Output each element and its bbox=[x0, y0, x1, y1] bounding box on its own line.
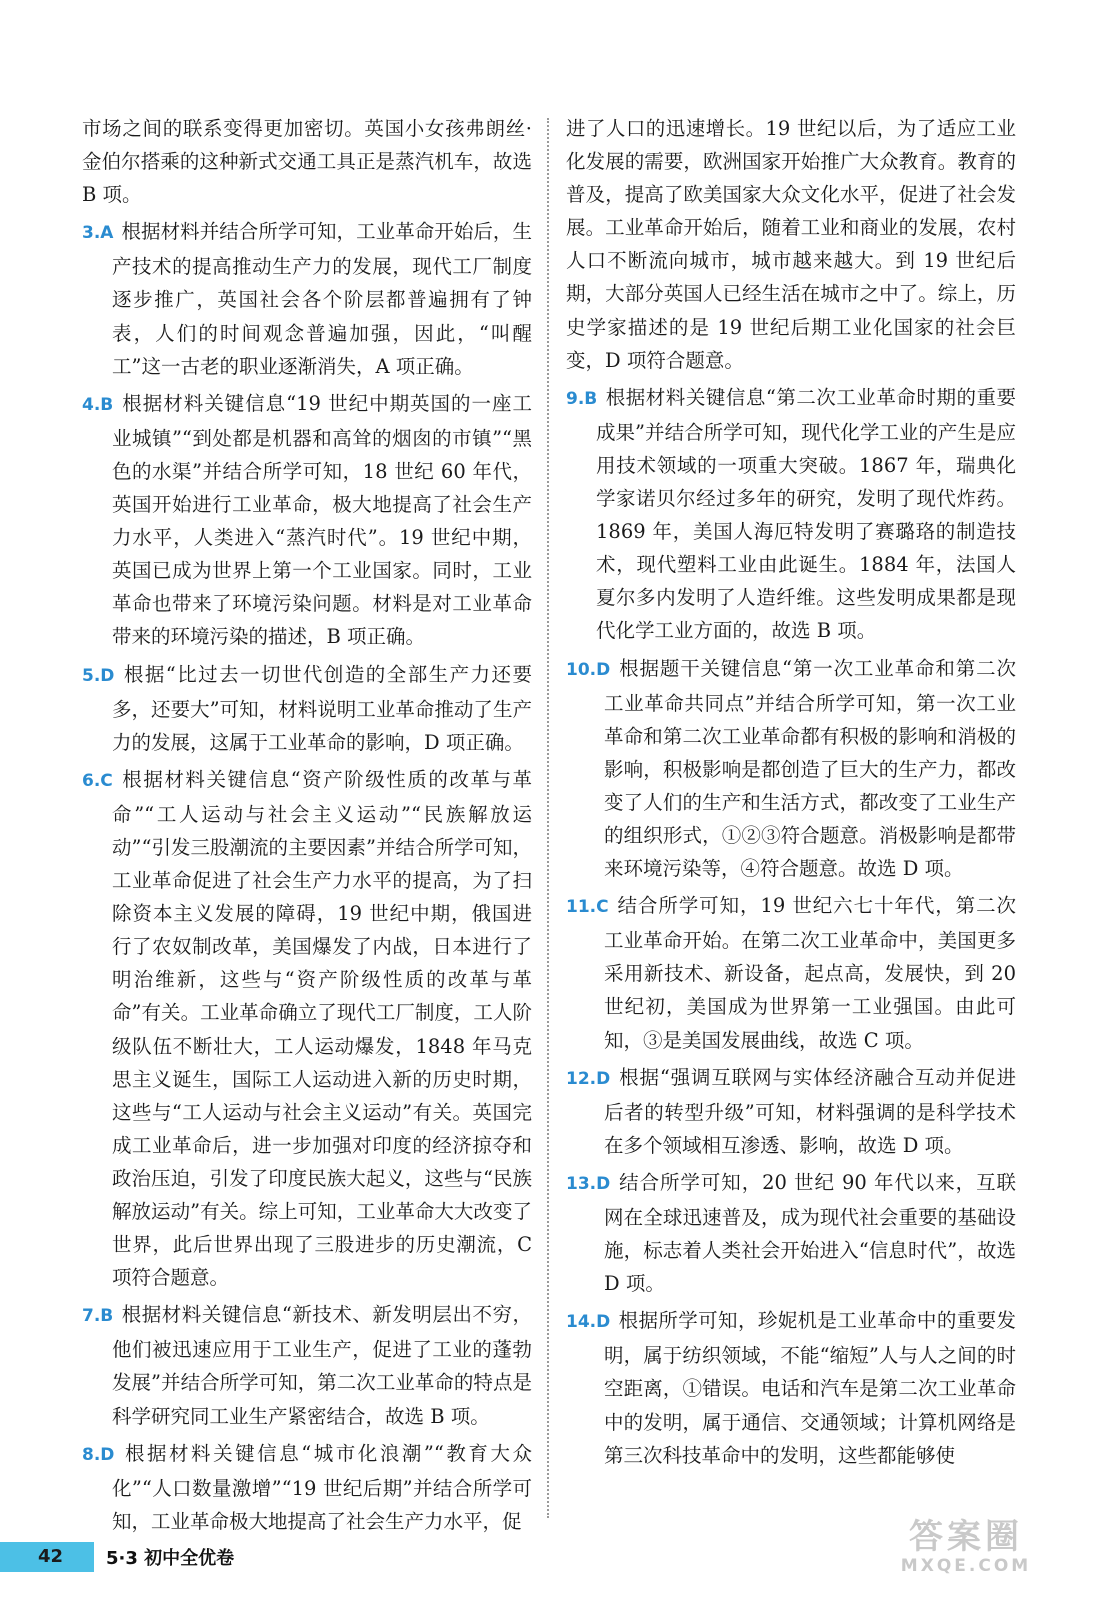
answer-item bbox=[82, 215, 532, 382]
answer-text: 根据“强调互联网与实体经济融合互动并促进后者的转型升级”可知，材料强调的是科学技术在多个领域相互渗透、影响，故选 D 项。 bbox=[604, 1065, 1016, 1157]
answer-number: 11.C bbox=[566, 897, 609, 918]
answer-text: 市场之间的联系变得更加密切。英国小女孩弗朗丝·金伯尔搭乘的这种新式交通工具正是蒸汽机车，故选 B 项。 bbox=[82, 117, 532, 207]
answer-item bbox=[82, 387, 532, 654]
answer-continuation bbox=[82, 112, 532, 211]
answer-number: 13.D bbox=[566, 1173, 611, 1194]
answer-text: 根据材料关键信息“第二次工业革命时期的重要成果”并结合所学可知，现代化学工业的产生是应用技术领域的一项重大突破。1867 年，瑞典化学家诺贝尔经过多年的研究，发明了现代炸药。1869 年，美国人海厄特发明了赛璐珞的制造技术，现代塑料工业由此诞生。1884 年，法国人夏尔多内发明了人造纤维。这些发明成果都是现代化学工业方面的，故选 B 项。 bbox=[596, 385, 1016, 643]
answer-text: 根据“比过去一切世代创造的全部生产力还要多，还要大”可知，材料说明工业革命推动了生产力的发展，这属于工业革命的影响，D 项正确。 bbox=[112, 662, 532, 754]
watermark-logo-text: 答案圈 bbox=[909, 1517, 1023, 1557]
right-column bbox=[566, 112, 1016, 1476]
answer-number: 4.B bbox=[82, 394, 114, 415]
answer-item bbox=[566, 1061, 1016, 1162]
answer-number: 8.D bbox=[82, 1444, 115, 1465]
answer-item bbox=[82, 658, 532, 759]
answer-item bbox=[82, 1437, 532, 1538]
page-footer bbox=[0, 1542, 234, 1572]
answer-number: 12.D bbox=[566, 1068, 611, 1089]
answer-text: 根据材料关键信息“新技术、新发明层出不穷，他们被迅速应用于工业生产，促进了工业的蓬勃发展”并结合所学可知，第二次工业革命的特点是科学研究同工业生产紧密结合，故选 B 项。 bbox=[112, 1303, 532, 1428]
answer-text: 根据题干关键信息“第一次工业革命和第二次工业革命共同点”并结合所学可知，第一次工业革命和第二次工业革命都有积极的影响和消极的影响，积极影响是都创造了巨大的生产力，都改变了人们的生产和生活方式，都改变了工业生产的组织形式，①②③符合题意。消极影响是都带来环境污染等，④符合题意。故选 D 项。 bbox=[604, 656, 1016, 881]
left-column bbox=[82, 112, 532, 1542]
answer-text: 根据材料关键信息“资产阶级性质的改革与革命”“工人运动与社会主义运动”“民族解放运动”“引发三股潮流的主要因素”并结合所学可知，工业革命促进了社会生产力水平的提高，为了扫除资本主义发展的障碍，19 世纪中期，俄国进行了农奴制改革，美国爆发了内战，日本进行了明治维新，这些与“资产阶级性质的改革与革命”有关。工业革命确立了现代工厂制度，工人阶级队伍不断壮大，工人运动爆发，1848 年马克思主义诞生，国际工人运动进入新的历史时期，这些与“工人运动与社会主义运动”有关。英国完成工业革命后，进一步加强对印度的经济掠夺和政治压迫，引发了印度民族大起义，这些与“民族解放运动”有关。综上可知，工业革命大大改变了世界，此后世界出现了三股进步的历史潮流，C 项符合题意。 bbox=[112, 767, 532, 1290]
answer-item bbox=[566, 381, 1016, 648]
answer-text: 根据所学可知，珍妮机是工业革命中的重要发明，属于纺织领域，不能“缩短”人与人之间的时空距离，①错误。电话和汽车是第二次工业革命中的发明，属于通信、交通领域；计算机网络是第三次科技革命中的发明，这些都能够使 bbox=[604, 1309, 1016, 1467]
answer-item bbox=[82, 763, 532, 1295]
answer-number: 10.D bbox=[566, 659, 611, 680]
answer-text: 结合所学可知，20 世纪 90 年代以来，互联网在全球迅速普及，成为现代社会重要的基础设施，标志着人类社会开始进入“信息时代”，故选 D 项。 bbox=[604, 1170, 1016, 1296]
answer-item bbox=[566, 1166, 1016, 1300]
answer-item bbox=[566, 1304, 1016, 1471]
answer-number: 9.B bbox=[566, 388, 598, 409]
answer-text: 进了人口的迅速增长。19 世纪以后，为了适应工业化发展的需要，欧洲国家开始推广大众教育。教育的普及，提高了欧美国家大众文化水平，促进了社会发展。工业革命开始后，随着工业和商业的发展，农村人口不断流向城市，城市越来越大。到 19 世纪后期，大部分英国人已经生活在城市之中了。综上，历史学家描述的是 19 世纪后期工业化国家的社会巨变，D 项符合题意。 bbox=[566, 117, 1016, 372]
answer-text: 根据材料并结合所学可知，工业革命开始后，生产技术的提高推动生产力的发展，现代工厂制度逐步推广，英国社会各个阶层都普遍拥有了钟表，人们的时间观念普遍加强，因此，“叫醒工”这一古老的职业逐渐消失，A 项正确。 bbox=[112, 220, 532, 378]
answer-number: 5.D bbox=[82, 665, 115, 686]
answer-number: 3.A bbox=[82, 223, 114, 244]
answer-text: 结合所学可知，19 世纪六七十年代，第二次工业革命开始。在第二次工业革命中，美国更多采用新技术、新设备，起点高，发展快，到 20 世纪初，美国成为世界第一工业强国。由此可知，③是美国发展曲线，故选 C 项。 bbox=[604, 894, 1016, 1052]
answer-item bbox=[82, 1298, 532, 1432]
answer-number: 14.D bbox=[566, 1312, 611, 1333]
watermark-logo bbox=[871, 1518, 1061, 1582]
page-number: 42 bbox=[0, 1542, 94, 1572]
answer-text: 根据材料关键信息“19 世纪中期英国的一座工业城镇”“到处都是机器和高耸的烟囱的市镇”“黑色的水渠”并结合所学可知，18 世纪 60 年代，英国开始进行工业革命，极大地提高了社会生产力水平，人类进入“蒸汽时代”。19 世纪中期，英国已成为世界上第一个工业国家。同时，工业革命也带来了环境污染问题。材料是对工业革命带来的环境污染的描述，B 项正确。 bbox=[112, 391, 532, 649]
answer-item bbox=[566, 652, 1016, 886]
answer-continuation bbox=[566, 112, 1016, 377]
column-divider bbox=[547, 118, 549, 1518]
answer-text: 根据材料关键信息“城市化浪潮”“教育大众化”“人口数量激增”“19 世纪后期”并结合所学可知，工业革命极大地提高了社会生产力水平，促 bbox=[112, 1441, 532, 1533]
answer-number: 7.B bbox=[82, 1306, 114, 1327]
answer-number: 6.C bbox=[82, 770, 113, 791]
series-title: 5·3 初中全优卷 bbox=[106, 1548, 235, 1569]
watermark-url: MXQE.COM bbox=[900, 1556, 1032, 1576]
answer-item bbox=[566, 889, 1016, 1056]
